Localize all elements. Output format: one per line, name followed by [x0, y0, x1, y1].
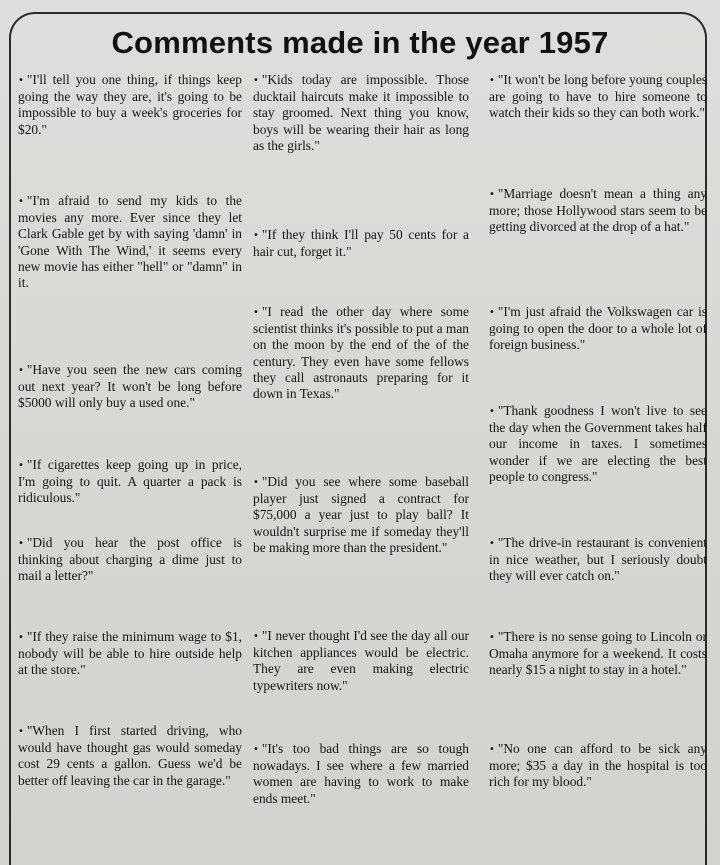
bullet-icon: •: [18, 460, 24, 471]
bullet-icon: •: [18, 632, 24, 643]
comment-item: [253, 741, 469, 807]
comment-item: [253, 474, 469, 556]
comment-item: [18, 193, 242, 291]
comment-text: "If they think I'll pay 50 cents for a hair cut, forget it.": [253, 227, 469, 260]
comment-text: "Did you see where some baseball player just signed a contract for $75,000 a year just to play ball? It wouldn't surprise me if someday they'll be making more than the president.": [253, 474, 469, 555]
comment-text: "Thank goodness I won't live to see the day when the Government takes half our income in taxes. I sometimes wonder if we are electing the best people to congress.": [489, 403, 707, 484]
bullet-icon: •: [18, 365, 24, 376]
comment-text: "If cigarettes keep going up in price, I'm going to quit. A quarter a pack is ridiculous.": [18, 457, 242, 506]
bullet-icon: •: [489, 632, 495, 643]
bullet-icon: •: [18, 538, 24, 549]
comment-item: [253, 227, 469, 260]
comment-item: [489, 304, 707, 354]
comment-text: "I'm just afraid the Volkswagen car is going to open the door to a whole lot of foreign business.": [489, 304, 707, 353]
bullet-icon: •: [18, 75, 24, 86]
comment-item: [18, 535, 242, 585]
comment-item: [18, 723, 242, 789]
comment-text: "Have you seen the new cars coming out next year? It won't be long before $5000 will only buy a used one.": [18, 362, 242, 411]
comment-text: "I never thought I'd see the day all our kitchen appliances would be electric. They are even making electric typewriters now.": [253, 628, 469, 693]
comment-text: "I'll tell you one thing, if things keep going the way they are, it's going to be impossible to buy a week's groceries for $20.": [18, 72, 242, 137]
comment-text: "When I first started driving, who would have thought gas would someday cost 29 cents a gallon. Guess we'd be better off leaving the car in the garage.": [18, 723, 242, 788]
bullet-icon: •: [18, 726, 24, 737]
bullet-icon: •: [489, 75, 495, 86]
bullet-icon: •: [253, 230, 259, 241]
bullet-icon: •: [253, 477, 259, 488]
comment-item: [253, 72, 469, 154]
bullet-icon: •: [253, 75, 259, 86]
bullet-icon: •: [18, 196, 24, 207]
comment-text: "The drive-in restaurant is convenient in nice weather, but I seriously doubt they will ever catch on.": [489, 535, 707, 584]
comment-item: [18, 629, 242, 679]
bullet-icon: •: [253, 631, 259, 642]
bullet-icon: •: [489, 406, 495, 417]
bullet-icon: •: [489, 744, 495, 755]
bullet-icon: •: [489, 538, 495, 549]
comment-item: [489, 186, 707, 236]
comment-text: "If they raise the minimum wage to $1, nobody will be able to hire outside help at the store.": [18, 629, 242, 678]
bullet-icon: •: [489, 189, 495, 200]
comment-item: [18, 457, 242, 507]
bullet-icon: •: [489, 307, 495, 318]
comment-item: [489, 403, 707, 485]
comment-item: [489, 535, 707, 585]
comment-text: "There is no sense going to Lincoln or Omaha anymore for a weekend. It costs nearly $15 a night to stay in a hotel.": [489, 629, 707, 678]
comment-text: "Kids today are impossible. Those ducktail haircuts make it impossible to stay groomed. Next thing you know, boys will be wearing their hair as long as the girls.": [253, 72, 469, 153]
comment-item: [489, 741, 707, 791]
comment-item: [253, 304, 469, 402]
comment-item: [489, 629, 707, 679]
comment-text: "It's too bad things are so tough nowadays. I see where a few married women are having to work to make ends meet.": [253, 741, 469, 806]
comment-item: [18, 72, 242, 138]
comment-text: "It won't be long before young couples are going to have to hire someone to watch their kids so they can both work.": [489, 72, 707, 121]
comment-text: "No one can afford to be sick any more; $35 a day in the hospital is too rich for my blood.": [489, 741, 707, 790]
bullet-icon: •: [253, 307, 259, 318]
comment-item: [253, 628, 469, 694]
bullet-icon: •: [253, 744, 259, 755]
comment-text: "Did you hear the post office is thinking about charging a dime just to mail a letter?": [18, 535, 242, 584]
comment-item: [18, 362, 242, 412]
comment-item: [489, 72, 707, 122]
comment-text: "I'm afraid to send my kids to the movies any more. Ever since they let Clark Gable get by with saying 'damn' in 'Gone With The Wind,' it seems every new movie has either "hell" or "damn" in it.: [18, 193, 242, 291]
comment-text: "I read the other day where some scientist thinks it's possible to put a man on the moon by the end of the of the century. They even have some fellows they call astronauts preparing for it down in Texas.": [253, 304, 469, 402]
comment-text: "Marriage doesn't mean a thing any more; those Hollywood stars seem to be getting divorced at the drop of a hat.": [489, 186, 707, 235]
page-title: Comments made in the year 1957: [111, 25, 609, 60]
